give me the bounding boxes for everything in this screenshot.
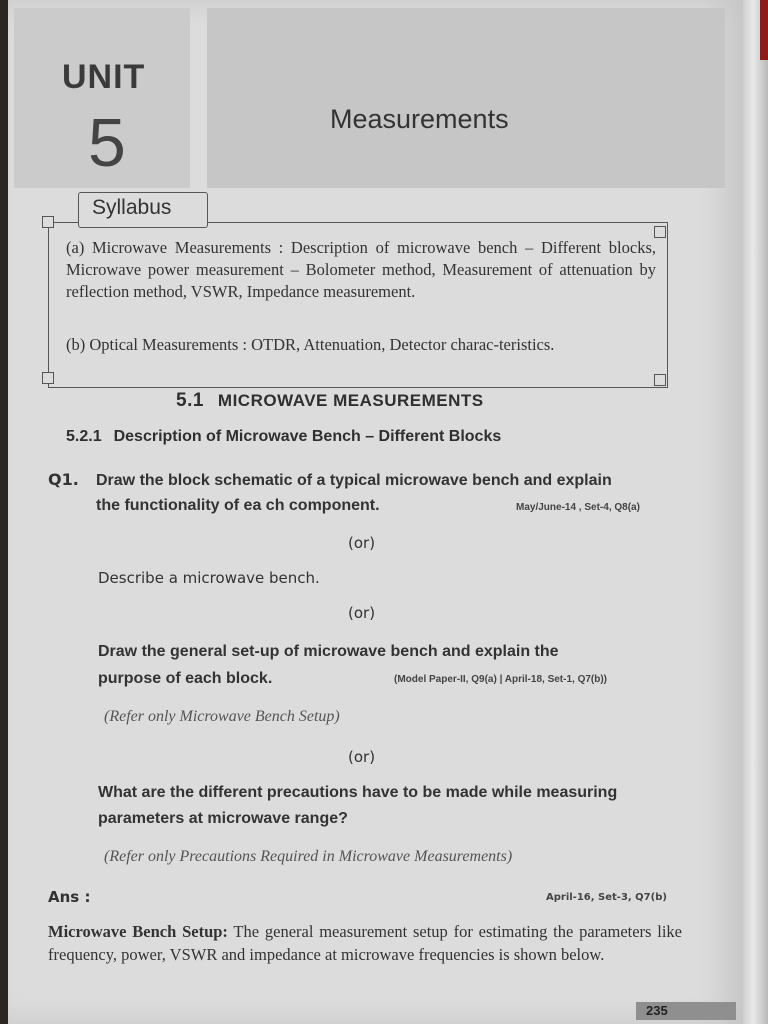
- syllabus-item-b: (b) Optical Measurements : OTDR, Attenuation, Detector charac-teristics.: [66, 335, 555, 354]
- frame-corner-ornament: [42, 372, 54, 384]
- subsection-title: Description of Microwave Bench – Different Blocks: [113, 428, 502, 445]
- question-part1-reference: May/June-14 , Set-4, Q8(a): [516, 502, 640, 513]
- question-label: Q1.: [48, 470, 79, 489]
- subsection-heading: [66, 428, 501, 446]
- question-part1-line1: Draw the block schematic of a typical microwave bench and explain: [96, 472, 612, 489]
- unit-number: 5: [88, 105, 126, 181]
- section-number: 5.1: [176, 390, 204, 411]
- answer-paragraph: [48, 920, 682, 966]
- answer-label: Ans :: [48, 888, 91, 906]
- cover-edge: [760, 0, 768, 60]
- answer-text: The general measurement setup for estimating the parameters like frequency, power, VSWR and impedance at microwave frequencies is shown below.: [48, 922, 683, 964]
- question-part1-line2: the functionality of ea ch component.: [96, 497, 380, 514]
- question-part4-line2: parameters at microwave range?: [98, 810, 348, 827]
- section-heading: [176, 390, 484, 412]
- or-separator: (or): [348, 604, 376, 622]
- frame-corner-ornament: [654, 374, 666, 386]
- or-separator: (or): [348, 534, 376, 552]
- answer-lead: Microwave Bench Setup:: [48, 922, 228, 941]
- frame-corner-ornament: [42, 216, 54, 228]
- syllabus-heading: Syllabus: [92, 196, 172, 219]
- question-part3-note: (Refer only Microwave Bench Setup): [104, 708, 340, 725]
- page-number: 235: [646, 1003, 668, 1018]
- syllabus-item-a: (a) Microwave Measurements : Description of microwave bench – Different blocks, Microwave power measurement – Bolometer method, Measurement of attenuation by reflection method, VSWR, Impedance measurement.: [66, 238, 656, 301]
- question-part4-note: (Refer only Precautions Required in Microwave Measurements): [104, 848, 513, 865]
- or-separator: (or): [348, 748, 376, 766]
- unit-label: UNIT: [62, 58, 146, 96]
- question-part4-line1: What are the different precautions have to be made while measuring: [98, 784, 618, 801]
- chapter-title-box: [207, 8, 725, 188]
- question-part2: Describe a microwave bench.: [98, 569, 320, 587]
- question-part3-reference: (Model Paper-II, Q9(a) | April-18, Set-1, Q7(b)): [394, 674, 608, 685]
- answer-reference: April-16, Set-3, Q7(b): [546, 892, 667, 903]
- section-title: MICROWAVE MEASUREMENTS: [217, 391, 484, 410]
- question-part3-line2: purpose of each block.: [98, 670, 273, 687]
- subsection-number: 5.2.1: [66, 428, 102, 445]
- chapter-title: Measurements: [330, 104, 509, 134]
- page-edge: [743, 0, 768, 1024]
- question-part3-line1: Draw the general set-up of microwave bench and explain the: [98, 643, 559, 660]
